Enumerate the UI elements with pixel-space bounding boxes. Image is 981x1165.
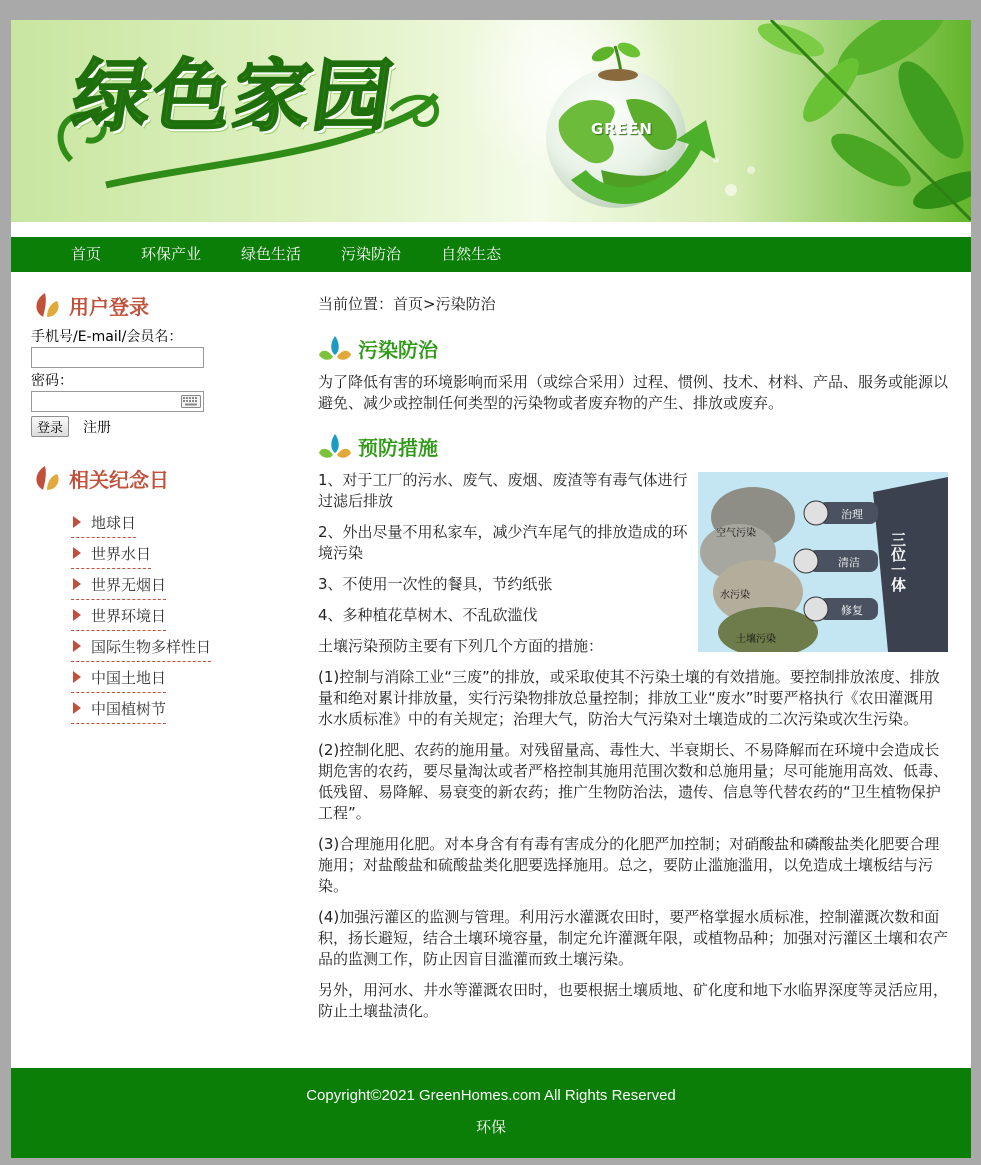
nav-item-pollution[interactable]: 污染防治: [341, 245, 402, 263]
login-panel: [31, 288, 291, 437]
login-form: [31, 328, 291, 437]
main-content: [318, 292, 948, 1032]
leaf-icon: [318, 333, 352, 367]
keyboard-icon[interactable]: [181, 395, 201, 408]
triangle-right-icon: [73, 640, 81, 652]
page: [11, 20, 971, 1158]
leaf-icon: [31, 462, 63, 494]
days-heading: [31, 461, 291, 495]
triangle-right-icon: [73, 609, 81, 621]
login-heading: [31, 288, 291, 322]
measure-item: 土壤污染预防主要有下列几个方面的措施：: [318, 637, 604, 655]
day-label: 地球日: [91, 513, 137, 532]
label-repair: 修复: [841, 604, 863, 617]
day-label: 国际生物多样性日: [91, 637, 212, 656]
day-item-water-day[interactable]: [71, 538, 151, 569]
register-link[interactable]: 注册: [83, 419, 112, 436]
section-title-measures: 预防措施: [358, 435, 438, 460]
measures-body: [318, 470, 948, 1032]
measure-item: 4、多种植花草树木、不乱砍滥伐: [318, 606, 538, 624]
section-title-pollution: 污染防治: [358, 337, 438, 362]
pollution-description: 为了降低有害的环境影响而采用（或综合采用）过程、惯例、技术、材料、产品、服务或能源以避免、减少或控制任何类型的污染物或者废弃物的产生、排放或废弃。: [318, 373, 949, 412]
sidebar: [31, 288, 291, 724]
password-wrap: [31, 391, 204, 412]
day-item-land-day[interactable]: [71, 662, 166, 693]
pollution-cartoon-image: [698, 472, 948, 652]
measure-item: 3、不使用一次性的餐具，节约纸张: [318, 575, 553, 593]
section-heading-pollution: [318, 332, 948, 368]
footer: [11, 1068, 971, 1158]
login-title: 用户登录: [69, 294, 149, 319]
breadcrumb: 当前位置：首页>污染防治: [318, 295, 496, 313]
leaf-icon: [318, 431, 352, 465]
nav-item-eco-industry[interactable]: 环保产业: [141, 245, 202, 263]
commemoration-days-panel: [31, 461, 291, 724]
day-label: 世界水日: [91, 544, 152, 563]
measure-item: 2、外出尽量不用私家车，减少汽车尾气的排放造成的环境污染: [318, 523, 688, 562]
header-banner: [11, 20, 971, 222]
login-actions: [31, 416, 291, 437]
label-govern: 治理: [841, 508, 863, 521]
label-clean: 清洁: [838, 556, 860, 569]
label-soil-pollution: 土壤污染: [736, 634, 776, 645]
day-item-biodiversity-day[interactable]: [71, 631, 211, 662]
label-trinity: 三位一体: [889, 532, 907, 592]
day-label: 世界环境日: [91, 606, 167, 625]
measure-item: (3)合理施用化肥。对本身含有有毒有害成分的化肥严加控制；对硝酸盐和磷酸盐类化肥要合理施用；对盐酸盐和硫酸盐类化肥要选择施用。总之，要防止滥施滥用，以免造成土壤板结与污染。: [318, 835, 940, 895]
day-item-environment-day[interactable]: [71, 600, 166, 631]
section-heading-measures: [318, 430, 948, 466]
day-label: 中国植树节: [91, 699, 167, 718]
footer-copyright: Copyright©2021 GreenHomes.com All Rights Reserved: [306, 1087, 676, 1104]
day-item-earth-day[interactable]: [71, 507, 136, 538]
label-water-pollution: 水污染: [720, 590, 750, 601]
password-input[interactable]: [31, 391, 204, 412]
measure-item: 另外，用河水、井水等灌溉农田时，也要根据土壤质地、矿化度和地下水临界深度等灵活应用，防止土壤盐渍化。: [318, 981, 949, 1020]
triangle-right-icon: [73, 516, 81, 528]
day-item-no-tobacco-day[interactable]: [71, 569, 166, 600]
nav-item-green-life[interactable]: 绿色生活: [241, 245, 302, 263]
nav-item-home[interactable]: 首页: [71, 245, 102, 263]
triangle-right-icon: [73, 578, 81, 590]
leaf-icon: [31, 289, 63, 321]
days-title: 相关纪念日: [69, 467, 169, 492]
measure-item: (1)控制与消除工业“三废”的排放，或采取使其不污染土壤的有效措施。要控制排放浓度、排放量和绝对累计排放量，实行污染物排放总量控制；排放工业“废水”时要严格执行《农田灌溉用水水质标准》中的有关规定；治理大气，防治大气污染对土壤造成的二次污染或次生污染。: [318, 668, 940, 728]
account-input[interactable]: [31, 347, 204, 368]
login-button[interactable]: 登录: [31, 416, 69, 437]
nav-item-nature[interactable]: 自然生态: [441, 245, 502, 263]
triangle-right-icon: [73, 547, 81, 559]
globe-label: GREEN: [591, 120, 653, 138]
triangle-right-icon: [73, 702, 81, 714]
day-item-arbor-day[interactable]: [71, 693, 166, 724]
day-label: 中国土地日: [91, 668, 167, 687]
measure-item: (2)控制化肥、农药的施用量。对残留量高、毒性大、半衰期长、不易降解而在环境中会造成长期危害的农药，要尽量淘汰或者严格控制其施用范围次数和总施用量；尽可能施用高效、低毒、低残留、易降解、易衰变的新农药；推广生物防治法，遗传、信息等代替农药的“卫生植物保护工程”。: [318, 741, 949, 822]
cartoon-illustration: [698, 472, 948, 652]
triangle-right-icon: [73, 671, 81, 683]
site-logo[interactable]: 绿色家园: [66, 51, 400, 142]
measure-item: 1、对于工厂的污水、废气、废烟、废渣等有毒气体进行过滤后排放: [318, 471, 688, 510]
measure-item: (4)加强污灌区的监测与管理。利用污水灌溉农田时，要严格掌握水质标准，控制灌溉次数和面积，扬长避短，结合土壤环境容量，制定允许灌溉年限，或植物品种；加强对污灌区土壤和农产品的监测工作，防止因盲目滥灌而致土壤污染。: [318, 908, 949, 968]
footer-tag: 环保: [475, 1118, 506, 1136]
day-label: 世界无烟日: [91, 575, 167, 594]
password-label: 密码：: [31, 373, 73, 389]
main-nav: [11, 237, 971, 272]
account-label: 手机号/E-mail/会员名：: [31, 329, 183, 345]
label-air-pollution: 空气污染: [716, 528, 756, 539]
days-list: [71, 507, 291, 724]
